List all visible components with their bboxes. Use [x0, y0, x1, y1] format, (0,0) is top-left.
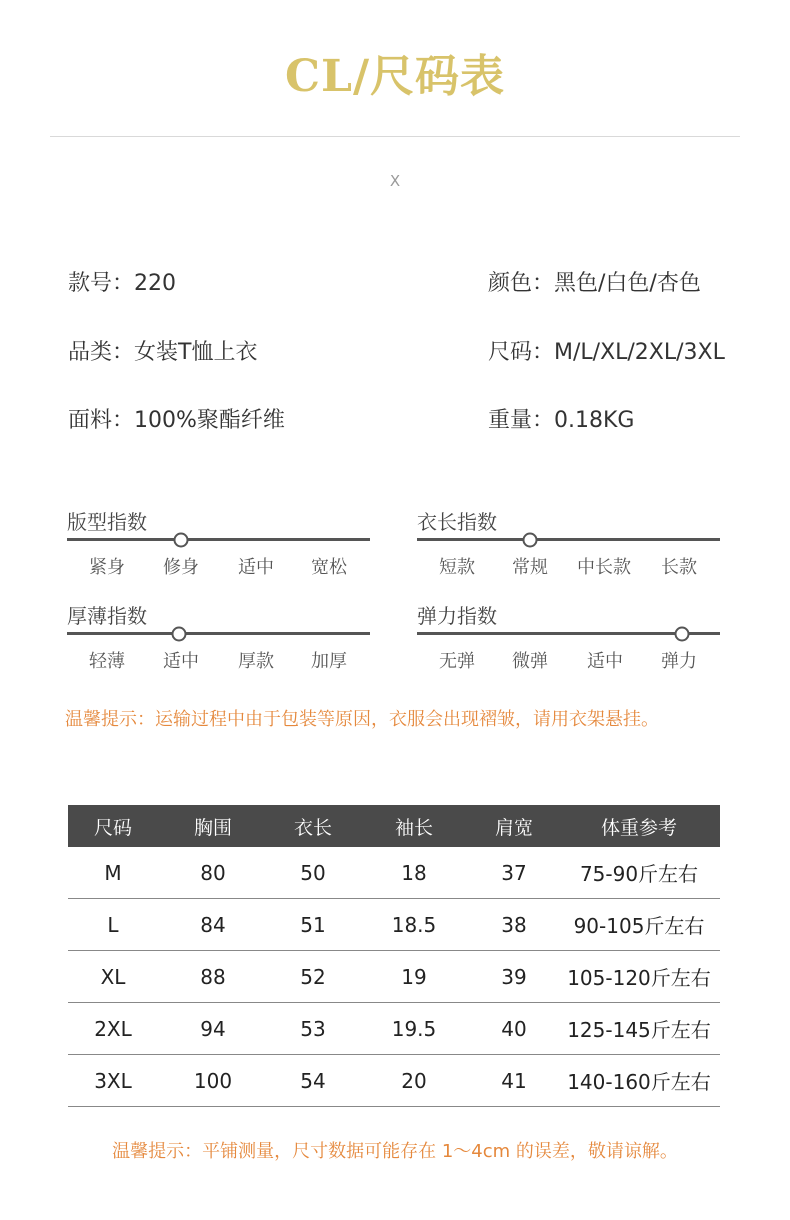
table-cell: 90-105斤左右: [558, 899, 720, 951]
page-title: CL/尺码表: [284, 51, 506, 102]
thickness-option: 厚款: [238, 651, 274, 672]
table-cell: 53: [268, 1003, 358, 1055]
weight-info: 重量：0.18KG: [488, 408, 635, 433]
fit-option: 适中: [238, 557, 274, 578]
table-cell: 19.5: [358, 1003, 470, 1055]
table-cell: 18: [358, 847, 470, 899]
table-cell: 75-90斤左右: [558, 847, 720, 899]
fit-index-track: [67, 538, 370, 541]
table-cell: 20: [358, 1055, 470, 1107]
fit-index-label: 版型指数: [67, 510, 147, 534]
table-cell: 19: [358, 951, 470, 1003]
fabric-info: 面料：100%聚酯纤维: [68, 408, 285, 433]
fit-index-marker: [174, 533, 189, 548]
table-cell: 84: [158, 899, 268, 951]
thickness-option: 加厚: [311, 651, 347, 672]
elasticity-index-marker: [675, 627, 690, 642]
table-cell: 140-160斤左右: [558, 1055, 720, 1107]
measurement-tip: 温馨提示：平铺测量，尺寸数据可能存在 1～4cm 的误差，敬请谅解。: [112, 1141, 678, 1162]
column-header-sleeve: 袖长: [358, 805, 470, 847]
length-index-track: [417, 538, 720, 541]
table-cell: 80: [158, 847, 268, 899]
table-cell: XL: [68, 951, 158, 1003]
table-header-row: [68, 805, 720, 847]
fit-option: 紧身: [89, 557, 125, 578]
elasticity-option: 适中: [587, 651, 623, 672]
table-cell: 94: [158, 1003, 268, 1055]
column-header-shoulder: 肩宽: [470, 805, 558, 847]
table-row: [68, 951, 720, 1003]
table-cell: 41: [470, 1055, 558, 1107]
table-cell: 40: [470, 1003, 558, 1055]
column-header-length: 衣长: [268, 805, 358, 847]
close-icon[interactable]: X: [389, 172, 401, 190]
table-cell: 38: [470, 899, 558, 951]
column-header-size: 尺码: [68, 805, 158, 847]
length-index-marker: [523, 533, 538, 548]
table-cell: 3XL: [68, 1055, 158, 1107]
category-info: 品类：女装T恤上衣: [68, 340, 258, 365]
fit-option: 宽松: [311, 557, 347, 578]
size-table: [68, 805, 720, 1107]
style-number: 款号：220: [68, 271, 176, 296]
table-row: [68, 1055, 720, 1107]
color-info: 颜色：黑色/白色/杏色: [488, 271, 701, 296]
care-tip: 温馨提示：运输过程中由于包装等原因，衣服会出现褶皱，请用衣架悬挂。: [65, 709, 659, 730]
length-option: 短款: [439, 557, 475, 578]
table-cell: 50: [268, 847, 358, 899]
table-row: [68, 1003, 720, 1055]
table-cell: 39: [470, 951, 558, 1003]
table-cell: 125-145斤左右: [558, 1003, 720, 1055]
elasticity-option: 无弹: [439, 651, 475, 672]
table-cell: 37: [470, 847, 558, 899]
table-cell: 88: [158, 951, 268, 1003]
column-header-bust: 胸围: [158, 805, 268, 847]
table-cell: 54: [268, 1055, 358, 1107]
length-option: 长款: [661, 557, 697, 578]
table-cell: 100: [158, 1055, 268, 1107]
title-divider: [50, 136, 740, 137]
thickness-index-track: [67, 632, 370, 635]
elasticity-index-label: 弹力指数: [417, 604, 497, 628]
table-row: [68, 847, 720, 899]
length-option: 中长款: [577, 557, 631, 578]
thickness-index-marker: [172, 627, 187, 642]
table-row: [68, 899, 720, 951]
table-cell: 2XL: [68, 1003, 158, 1055]
thickness-option: 轻薄: [89, 651, 125, 672]
length-index-label: 衣长指数: [417, 510, 497, 534]
column-header-weight: 体重参考: [558, 805, 720, 847]
thickness-option: 适中: [163, 651, 199, 672]
elasticity-option: 微弹: [512, 651, 548, 672]
table-cell: 51: [268, 899, 358, 951]
size-info: 尺码：M/L/XL/2XL/3XL: [488, 340, 725, 365]
elasticity-option: 弹力: [661, 651, 697, 672]
table-cell: M: [68, 847, 158, 899]
length-option: 常规: [512, 557, 548, 578]
table-cell: L: [68, 899, 158, 951]
table-cell: 18.5: [358, 899, 470, 951]
fit-option: 修身: [163, 557, 199, 578]
thickness-index-label: 厚薄指数: [67, 604, 147, 628]
table-cell: 105-120斤左右: [558, 951, 720, 1003]
table-cell: 52: [268, 951, 358, 1003]
